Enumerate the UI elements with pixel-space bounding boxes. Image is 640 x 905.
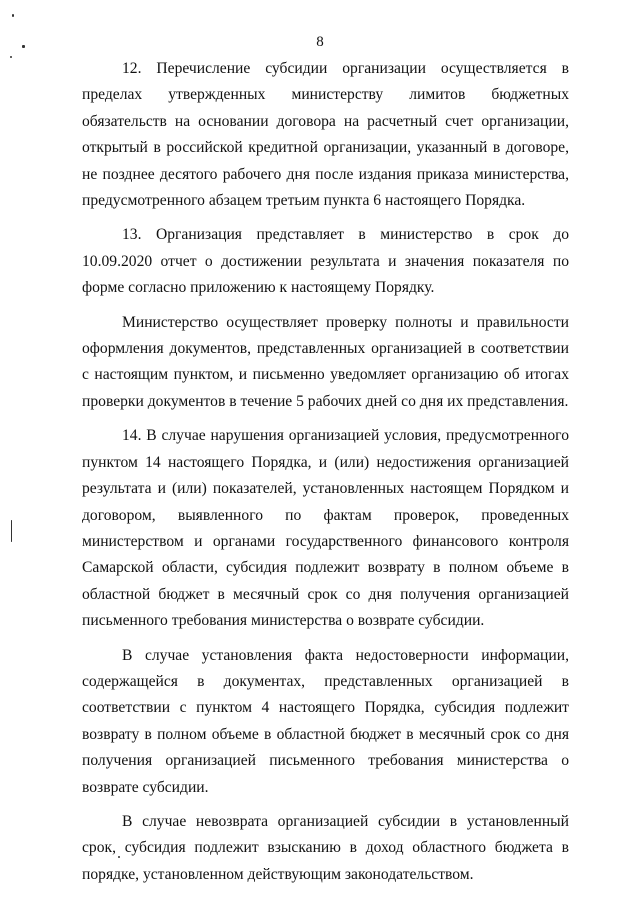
- paragraph-13: 13. Организация представляет в министерство в срок до 10.09.2020 отчет о достижении результата и значения показателя по форме согласно приложению к настоящему Порядку.: [82, 226, 569, 297]
- paragraph-12: 12. Перечисление субсидии организации осуществляется в пределах утвержденных министерству лимитов бюджетных обязательств на основании договора на расчетный счет организации, открытый в российской кредитной организации, указанный в договоре, не позднее десятого рабочего дня после издания приказа министерства, предусмотренного абзацем третьим пункта 6 настоящего Порядка.: [82, 60, 569, 210]
- paragraph-14-non-return: В случае невозврата организацией субсидии в установленный срок, субсидия подлежит взысканию в доход областного бюджета в порядке, установленном действующим законодательством.: [82, 812, 569, 883]
- paragraph-14-inaccuracy: В случае установления факта недостоверности информации, содержащейся в документах, представленных организацией в соответствии с пунктом 4 настоящего Порядка, субсидия подлежит возврату в полном объеме в областной бюджет в месячный срок со дня получения организацией письменного требования министерства о возврате субсидии.: [82, 646, 569, 796]
- paragraph-13-verification: Министерство осуществляет проверку полноты и правильности оформления документов, представленных организацией в соответствии с настоящим пунктом, и письменно уведомляет организацию об итогах проверки документов в течение 5 рабочих дней со дня их представления.: [82, 313, 569, 410]
- document-body: [82, 56, 569, 896]
- scan-speck: [10, 56, 12, 58]
- scan-speck: [11, 520, 12, 542]
- paragraph-14: 14. В случае нарушения организацией условия, предусмотренного пунктом 14 настоящего Порядка, и (или) недостижения организацией результата и (или) показателей, установленных настоящем Порядком и договором, выявленного по фактам проверок, проведенных министерством и органами государственного финансового контроля Самарской области, субсидия подлежит возврату в полном объеме в областной бюджет в месячный срок со дня получения организацией письменного требования министерства о возврате субсидии.: [82, 427, 569, 630]
- scan-speck: [12, 14, 14, 17]
- page-number: 8: [316, 34, 324, 50]
